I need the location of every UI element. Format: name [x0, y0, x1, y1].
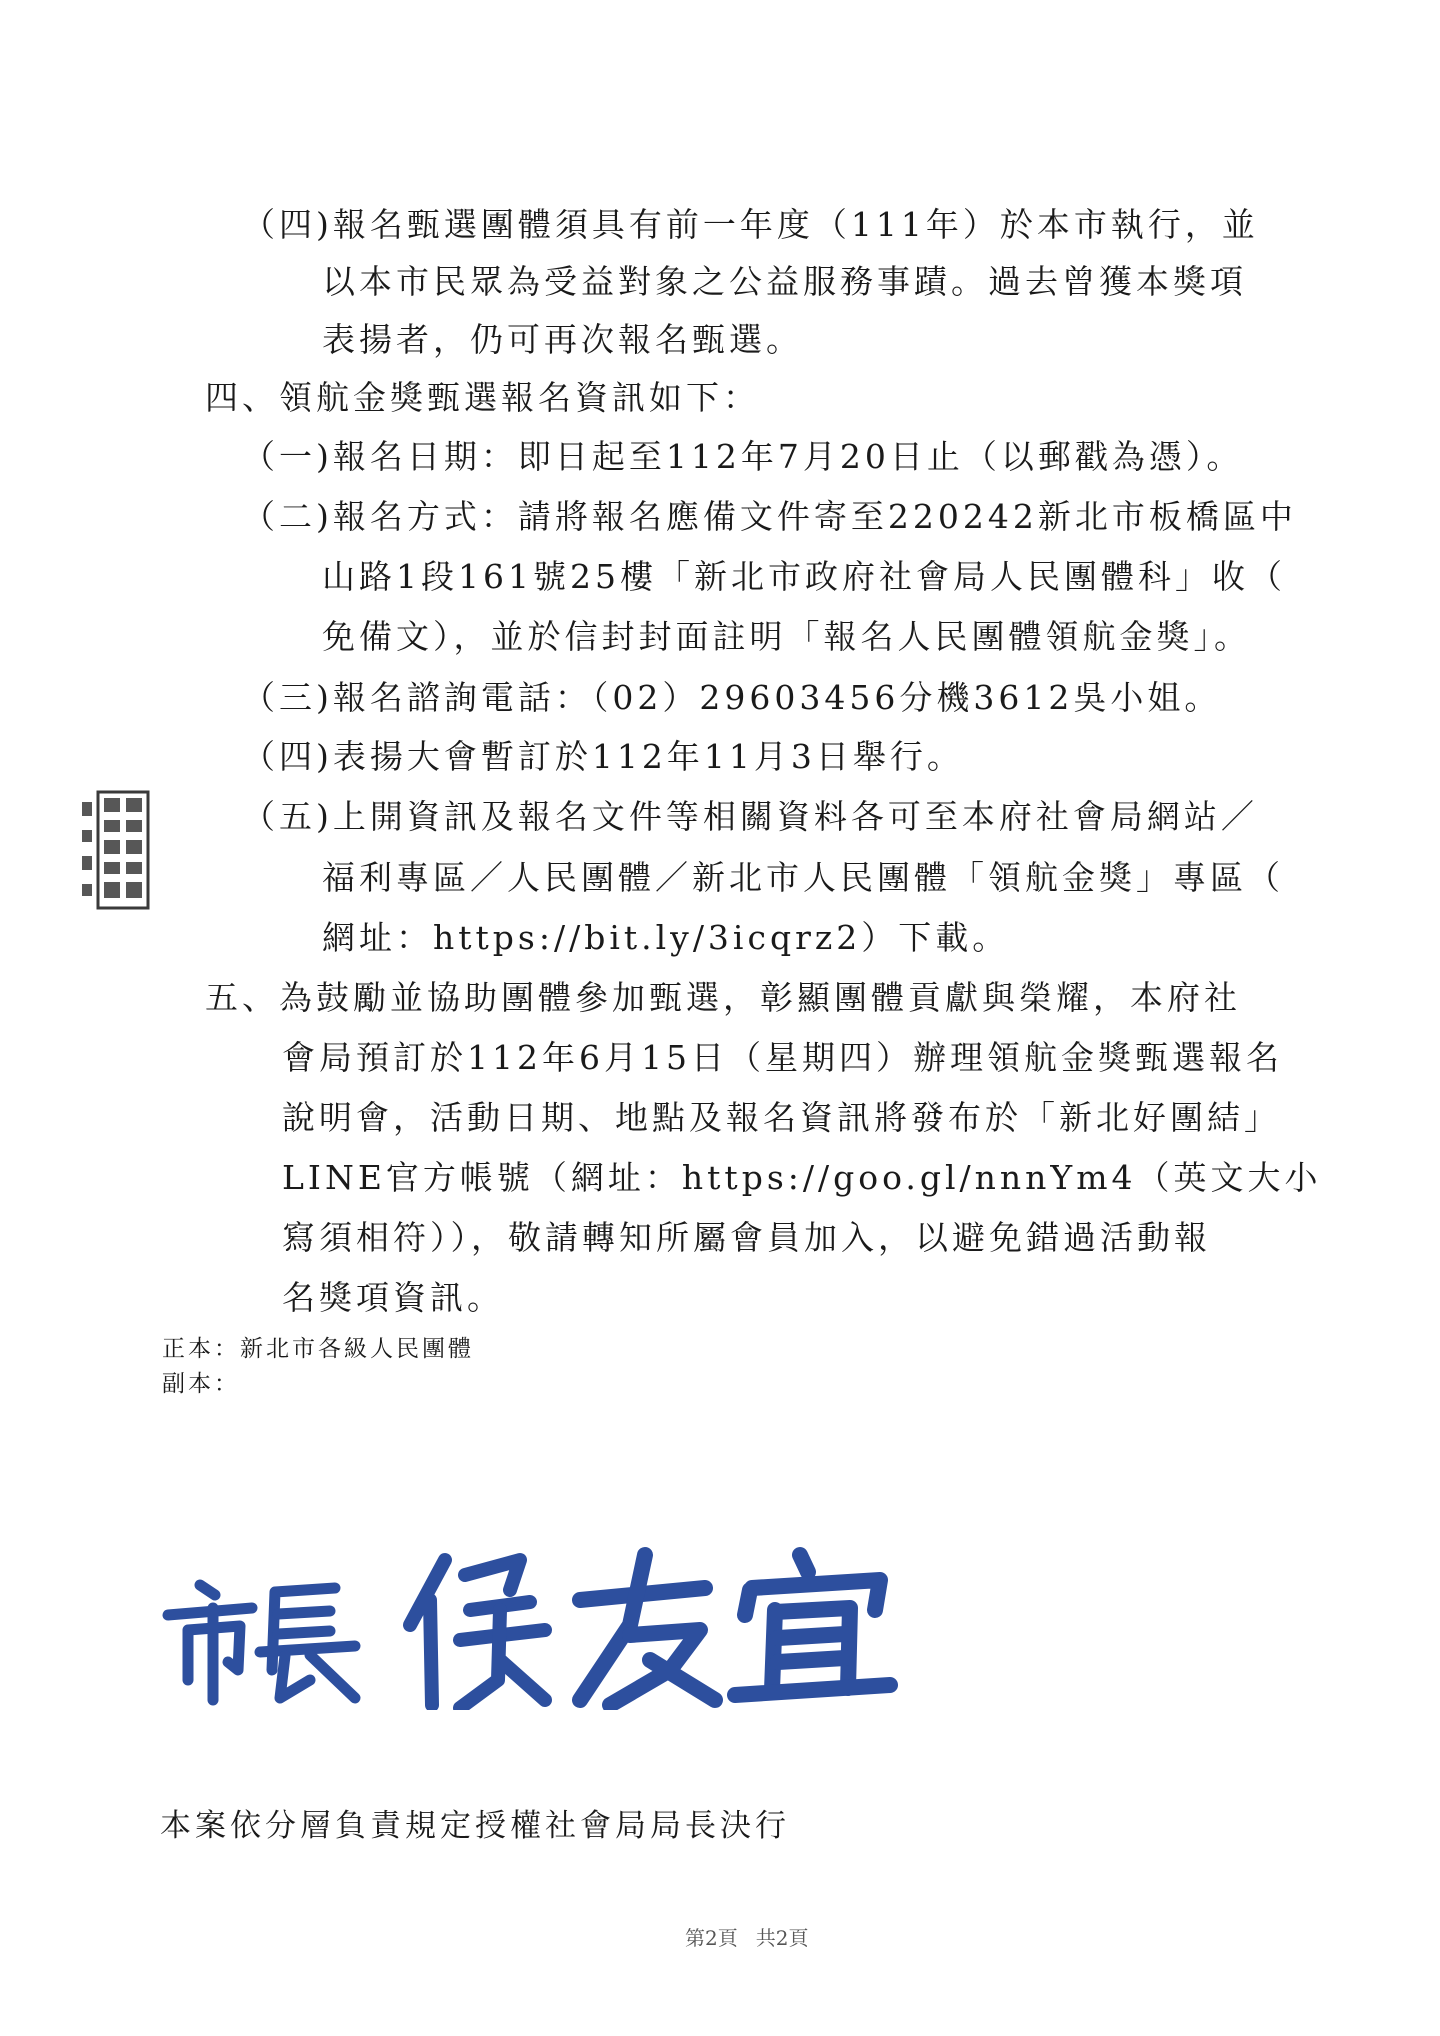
page-number — [685, 1922, 826, 1951]
body-line: 寫須相符）），敬請轉知所屬會員加入，以避免錯過活動報 — [282, 1218, 1211, 1257]
body-line: 表揚者，仍可再次報名甄選。 — [322, 320, 803, 359]
body-line: （五)上開資訊及報名文件等相關資料各可至本府社會局網站／ — [242, 797, 1258, 836]
body-line: 免備文），並於信封封面註明「報名人民團體領航金獎」。 — [322, 617, 1251, 656]
body-line: （四)表揚大會暫訂於112年11月3日舉行。 — [242, 737, 964, 776]
body-line: 網址：https://bit.ly/3icqrz2）下載。 — [322, 918, 1010, 957]
primary-recipient: 正本：新北市各級人民團體 — [162, 1336, 474, 1362]
body-line: （二)報名方式：請將報名應備文件寄至220242新北市板橋區中 — [242, 497, 1297, 536]
body-line: 名獎項資訊。 — [282, 1278, 504, 1317]
section-heading: 四、領航金獎甄選報名資訊如下： — [205, 378, 760, 417]
body-line: （三)報名諮詢電話：（02）29603456分機3612吳小姐。 — [242, 678, 1222, 717]
delegation-note: 本案依分層負責規定授權社會局局長決行 — [160, 1808, 790, 1844]
page-current: 第2頁 — [685, 1926, 738, 1950]
body-line: （四)報名甄選團體須具有前一年度（111年）於本市執行，並 — [242, 205, 1259, 244]
body-line: （一)報名日期：即日起至112年7月20日止（以郵戳為憑）。 — [242, 437, 1244, 476]
body-line: 福利專區／人民團體／新北市人民團體「領航金獎」專區（ — [322, 858, 1284, 897]
body-line: 會局預訂於112年6月15日（星期四）辦理領航金獎甄選報名 — [282, 1038, 1283, 1077]
body-line: 以本市民眾為受益對象之公益服務事蹟。過去曾獲本獎項 — [322, 262, 1247, 301]
mayor-signature — [160, 1530, 920, 1710]
official-seal-stamp — [80, 790, 150, 912]
page-total: 共2頁 — [755, 1926, 809, 1950]
section-heading: 五、為鼓勵並協助團體參加甄選，彰顯團體貢獻與榮耀，本府社 — [205, 978, 1241, 1017]
body-line: 山路1段161號25樓「新北市政府社會局人民團體科」收（ — [322, 557, 1286, 596]
copy-recipient: 副本： — [162, 1371, 240, 1397]
body-line: LINE官方帳號（網址：https://goo.gl/nnnYm4（英文大小 — [282, 1158, 1322, 1197]
body-line: 說明會，活動日期、地點及報名資訊將發布於「新北好團結」 — [282, 1098, 1281, 1137]
